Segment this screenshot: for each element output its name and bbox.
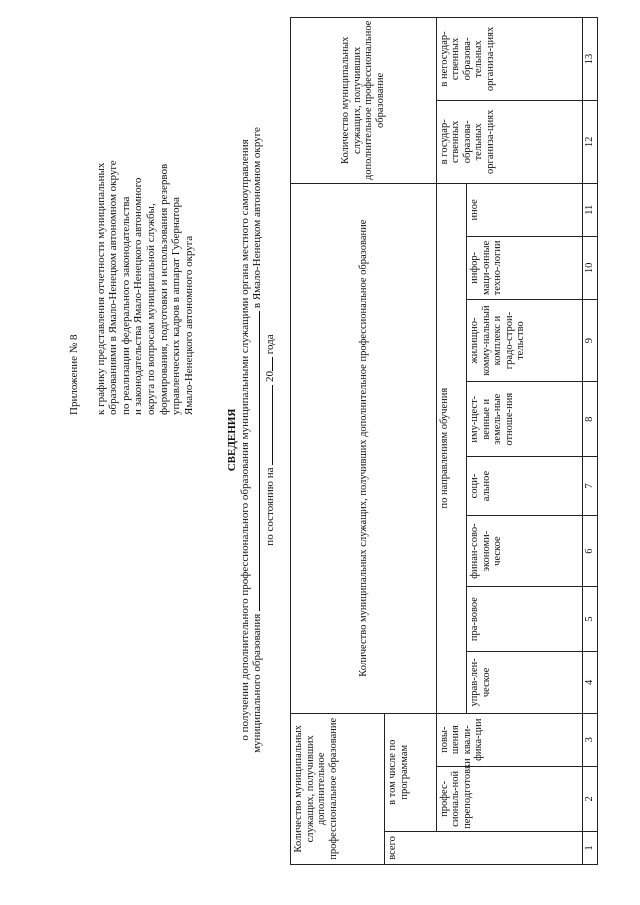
header-housing-construction: жилищно-комму-нальный комплекс и градо-строи-тельство bbox=[467, 299, 583, 382]
statistics-table bbox=[290, 17, 598, 865]
column-number: 3 bbox=[583, 713, 598, 766]
header-including-programs: в том числе по программам bbox=[385, 713, 437, 831]
heading-line-3-year: 20 bbox=[263, 370, 276, 382]
header-financial-economic: финан-сово-экономи-ческое bbox=[467, 516, 583, 587]
column-number: 5 bbox=[583, 587, 598, 652]
blank-line bbox=[259, 311, 260, 611]
heading-line-3 bbox=[264, 15, 277, 865]
header-group-left: Количество муниципальных служащих, получивших дополнительное профессиональное образование bbox=[291, 713, 385, 864]
appendix-line: и законодательства Ямало-Ненецкого автономного bbox=[132, 177, 145, 415]
header-nonstate-organizations: в негосудар-ственных образова-тельных организа-циях bbox=[436, 18, 582, 101]
heading-line-2-suffix: в Ямало-Ненецком автономном округе bbox=[251, 127, 264, 309]
column-number: 6 bbox=[583, 516, 598, 587]
column-number: 13 bbox=[583, 18, 598, 101]
appendix-line: округа по вопросам муниципальной службы, bbox=[144, 203, 157, 415]
appendix-line: управленческих кадров в аппарат Губернатора bbox=[170, 197, 183, 415]
heading-line-2 bbox=[251, 15, 264, 865]
column-number: 12 bbox=[583, 100, 598, 183]
blank-line bbox=[272, 385, 273, 465]
appendix-line: формирования, подготовки и использования резервов bbox=[157, 163, 170, 415]
header-group-directions: Количество муниципальных служащих, получивших дополнительное профессиональное образование bbox=[291, 183, 437, 713]
column-number: 2 bbox=[583, 766, 598, 831]
header-state-organizations: в государ-ственных образова-тельных организа-циях bbox=[436, 100, 582, 183]
column-number: 4 bbox=[583, 652, 598, 714]
header-information-technology: инфор-маци-онные техно-логии bbox=[467, 237, 583, 300]
blank-line bbox=[272, 357, 273, 371]
header-property-land: иму-щест-венные и земель-ные отноше-ния bbox=[467, 382, 583, 457]
column-number: 9 bbox=[583, 299, 598, 382]
appendix-title: Приложение № 8 bbox=[68, 334, 80, 415]
column-number: 10 bbox=[583, 237, 598, 300]
column-number: 1 bbox=[583, 831, 598, 864]
header-total: всего bbox=[385, 831, 583, 864]
appendix-block bbox=[68, 55, 195, 415]
header-by-directions: по направлениям обучения bbox=[436, 183, 466, 713]
column-number: 7 bbox=[583, 456, 598, 515]
appendix-line: по реализации федерального законодательства bbox=[119, 196, 132, 415]
header-group-organizations: Количество муниципальных служащих, получивших дополнительное профессиональное образование bbox=[291, 18, 437, 184]
column-number: 8 bbox=[583, 382, 598, 457]
header-qualification-upgrade: повы-шения квали-фика-ции bbox=[436, 713, 582, 766]
header-management: управ-лен-ческое bbox=[467, 652, 583, 714]
heading-line-2-prefix: муниципального образования bbox=[251, 613, 264, 753]
header-professional-retraining: профес-сиональ-ной переподготовки bbox=[436, 766, 582, 831]
heading-line-3-suffix: года bbox=[263, 334, 276, 355]
header-other: иное bbox=[467, 183, 583, 236]
heading-line-3-prefix: по состоянию на bbox=[263, 467, 276, 546]
heading-line-1: о получении дополнительного профессионального образования муниципальными служащими органа местного самоуправления bbox=[238, 139, 251, 741]
header-social: соци-альное bbox=[467, 456, 583, 515]
appendix-line: к графику представления отчетности муниципальных bbox=[94, 162, 107, 415]
column-number: 11 bbox=[583, 183, 598, 236]
appendix-line: образованиями в Ямало-Ненецком автономном округе bbox=[107, 160, 120, 415]
header-legal: пра-вовое bbox=[467, 587, 583, 652]
document-title: СВЕДЕНИЯ bbox=[226, 408, 238, 472]
appendix-line: Ямало-Ненецкого автономного округа bbox=[182, 235, 195, 415]
document-heading bbox=[226, 15, 276, 865]
